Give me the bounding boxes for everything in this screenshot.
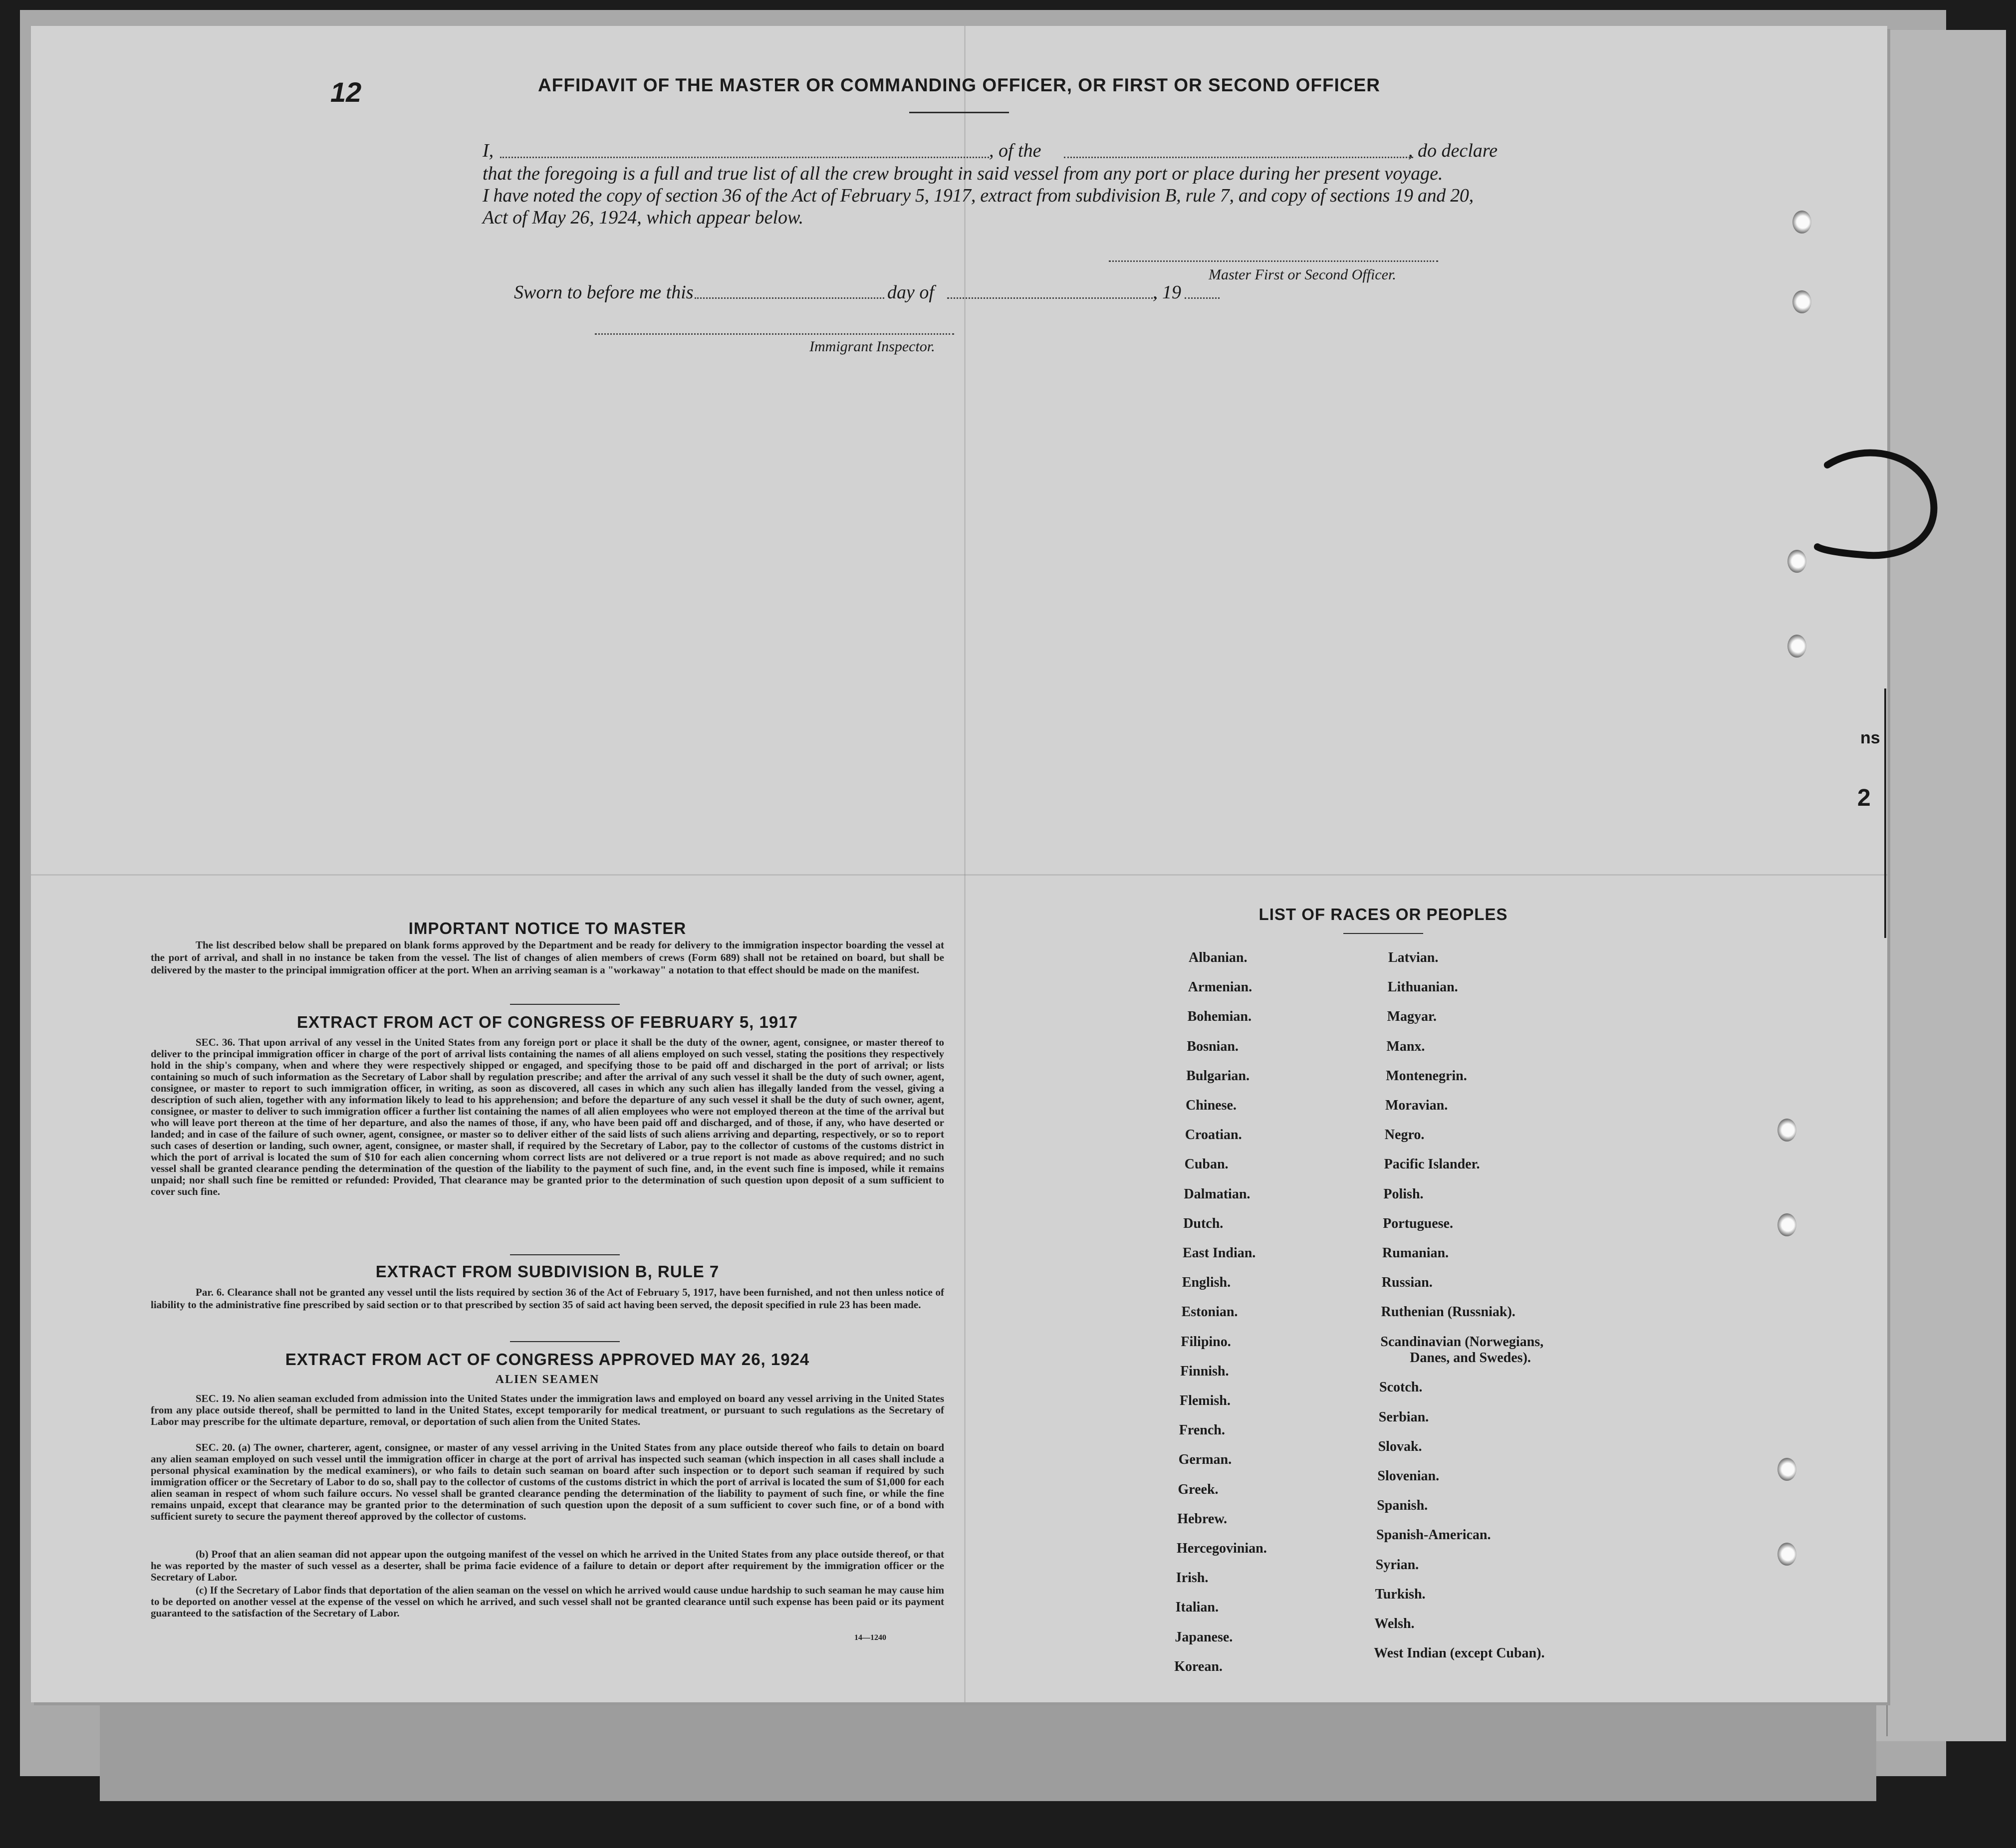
margin-mark-ns: ns: [1860, 728, 1880, 747]
race-item: Irish.: [1176, 1570, 1209, 1586]
punch-hole: [1777, 1543, 1796, 1566]
race-item: Russian.: [1381, 1275, 1433, 1291]
day-of-label: day of: [887, 282, 934, 303]
extract-rule7-body: Par. 6. Clearance shall not be granted any vessel until the lists required by section 36 of the Act of February 5, 1917, have been furnished, and not then unless notice of liability to the administrative fine prescribed by said section or to that prescribed by section 35 of said act having been served, the deposit specified in rule 23 has been made.: [151, 1286, 944, 1311]
race-item: Spanish-American.: [1376, 1527, 1491, 1543]
race-item: Portuguese.: [1383, 1215, 1453, 1231]
officer-signature-field[interactable]: [1109, 260, 1438, 262]
race-item: Lithuanian.: [1387, 979, 1458, 995]
affidavit-line3: I have noted the copy of section 36 of the Act of February 5, 1917, extract from subdivision B, rule 7, and copy of sections 19 and 20,: [483, 185, 1474, 206]
affidavit-title: AFFIDAVIT OF THE MASTER OR COMMANDING OFFICER, OR FIRST OR SECOND OFFICER: [538, 75, 1380, 95]
margin-mark-2: 2: [1857, 785, 1871, 811]
race-item: Scandinavian (Norwegians,: [1380, 1334, 1544, 1350]
race-item: Serbian.: [1378, 1409, 1429, 1425]
inspector-signature-field[interactable]: [595, 333, 954, 335]
races-title: LIST OF RACES OR PEOPLES: [1259, 905, 1508, 924]
section-rule: [510, 1254, 620, 1255]
affidavit-declare: , do declare: [1408, 140, 1498, 161]
extract-1917-body: SEC. 36. That upon arrival of any vessel in the United States from any foreign port or place it shall be the duty of the owner, agent, consignee, or master thereof to deliver to the principal immigration officer in charge of the port of arrival lists containing the names of all aliens employed on such vessel, stating the positions they respectively hold in the ship's company, when and where they were respectively shipped or engaged, and specifying those to be paid off and discharged in the port of arrival; or lists containing so much of such information as the Secretary of Labor shall by regulation prescribe; and after the arrival of any such vessel it shall be the duty of such owner, agent, consignee, or master to report to such immigration officer, in writing, as soon as discovered, all cases in which any such alien has illegally landed from the vessel, giving a description of such alien, together with any information likely to lead to his apprehension; and before the departure of any such vessel it shall be the duty of such owner, agent, consignee, or master to deliver to such immigration officer a further list containing the names of all alien employees who were not employed thereon at the time of the arrival but who will leave port thereon at the time of her departure, and also the names of those, if any, who have been paid off and discharged, and of those, if any, who have deserted or landed; and in case of the failure of such owner, agent, consignee, or master so to deliver either of the said lists of such aliens arriving and departing, respectively, or so to report such cases of desertion or landing, such owner, agent, consignee, or master shall, if required by the Secretary of Labor, pay to the collector of customs of the customs district in which the port of arrival is located the sum of $10 for each alien concerning whom correct lists are not delivered or a true report is not made as above required; and no such vessel shall be granted clearance pending the determination of the question of the liability to the payment of such fine, and, in the event such fine is imposed, while it remains unpaid; nor shall such fine be remitted or refunded: Provided, That clearance may be granted prior to the determination of such question upon deposit of a sum sufficient to cover such fine.: [151, 1036, 944, 1197]
extract-1924-subtitle: ALIEN SEAMEN: [495, 1373, 600, 1386]
punch-hole: [1787, 550, 1806, 573]
handwritten-loop-mark: [1807, 435, 1967, 585]
race-item: Ruthenian (Russniak).: [1381, 1304, 1515, 1320]
sworn-month-field[interactable]: [947, 297, 1157, 299]
race-item: Slovenian.: [1377, 1468, 1440, 1484]
race-item: Armenian.: [1188, 979, 1253, 995]
punch-hole: [1777, 1458, 1796, 1481]
race-item: German.: [1178, 1452, 1232, 1468]
race-item: Italian.: [1175, 1600, 1219, 1616]
race-item: Manx.: [1386, 1038, 1425, 1054]
races-title-rule: [1343, 933, 1423, 934]
officer-signature-label: Master First or Second Officer.: [1209, 266, 1396, 283]
race-item: Japanese.: [1175, 1629, 1233, 1645]
extract-1924-sec20c: (c) If the Secretary of Labor finds that deportation of the alien seaman on the vessel on which he arrived would cause undue hardship to such seaman he may cause him to be deported on another vessel at the expense of the vessel on which he arrived, and such vessel shall not be granted clearance until such expense has been paid or its payment guaranteed to the satisfaction of the Secretary of Labor.: [151, 1584, 944, 1619]
sworn-text: Sworn to before me this: [514, 282, 694, 303]
race-item: Syrian.: [1375, 1557, 1419, 1573]
document-sheet: [31, 26, 1887, 1702]
race-item: Scotch.: [1379, 1380, 1423, 1395]
race-item: Rumanian.: [1382, 1245, 1449, 1261]
year-prefix: , 19: [1153, 282, 1181, 303]
margin-bracket: [1884, 689, 1886, 938]
form-number: 14—1240: [854, 1633, 886, 1642]
race-item: Moravian.: [1385, 1098, 1448, 1113]
race-item: Korean.: [1174, 1658, 1223, 1674]
extract-1924-sec20a: SEC. 20. (a) The owner, charterer, agent, consignee, or master of any vessel arriving in the United States from any place outside thereof who fails to detain on board any alien seaman employed on such vessel until the immigration officer in charge at the port of arrival has inspected such seaman (which inspection in all cases shall include a personal physical examination by the medical examiners), or who fails to detain such seaman on board after such inspection or to deport such seaman if required by such immigration officer or the Secretary of Labor to do so, shall pay to the collector of customs of the customs district in which the port of arrival is located the sum of $1,000 for each alien seaman in respect of whom such failure occurs. No vessel shall be granted clearance pending the determination of the liability to payment of such fine, or while the fine remains unpaid, except that clearance may be granted prior to the determination of such question upon the deposit of a sum sufficient to cover such fine, or of a bond with sufficient surety to secure the payment thereof approved by the collector of customs.: [151, 1441, 944, 1522]
section-rule: [510, 1341, 620, 1342]
fold-crease-vertical: [964, 26, 966, 1702]
vessel-name-field[interactable]: [1064, 157, 1413, 158]
page-number-mark: 12: [330, 76, 362, 108]
race-item: Danes, and Swedes).: [1410, 1350, 1531, 1366]
punch-hole: [1777, 1213, 1796, 1236]
race-item: Dalmatian.: [1184, 1186, 1251, 1202]
race-item: Hebrew.: [1177, 1511, 1227, 1527]
extract-rule7-title: EXTRACT FROM SUBDIVISION B, RULE 7: [375, 1262, 720, 1281]
notice-title: IMPORTANT NOTICE TO MASTER: [408, 919, 687, 937]
affidavit-line2: that the foregoing is a full and true list of all the crew brought in said vessel from any port or place during her present voyage.: [483, 163, 1443, 184]
page-stack-bottom: [100, 1686, 1876, 1801]
punch-hole: [1777, 1119, 1796, 1142]
notice-body: The list described below shall be prepared on blank forms approved by the Department and be ready for delivery to the immigration inspector boarding the vessel at the port of arrival, and shall in no instance be taken from the vessel. The list of changes of alien members of crews (Form 689) shall not be retained on board, but shall be delivered by the master to the principal immigration officer at the port. When an arriving seaman is a "workaway" a notation to that effect should be made on the manifest.: [151, 939, 944, 976]
sworn-year-field[interactable]: [1185, 297, 1220, 299]
race-item: Dutch.: [1183, 1215, 1224, 1231]
extract-1924-sec20b: (b) Proof that an alien seaman did not appear upon the outgoing manifest of the vessel on which he arrived in the United States from any place outside thereof, or that he was reported by the master of such vessel as a deserter, shall be prima facie evidence of a failure to detain or deport after requirement by the immigration officer or the Secretary of Labor.: [151, 1548, 944, 1583]
affidavit-i: I,: [483, 140, 494, 161]
punch-hole: [1792, 211, 1811, 233]
race-item: Croatian.: [1185, 1127, 1242, 1143]
affidavit-line4: Act of May 26, 1924, which appear below.: [483, 207, 804, 228]
race-item: Bohemian.: [1187, 1009, 1252, 1025]
race-item: East Indian.: [1183, 1245, 1256, 1261]
race-item: Chinese.: [1186, 1098, 1237, 1113]
race-item: Turkish.: [1375, 1586, 1426, 1602]
race-item: Spanish.: [1377, 1498, 1428, 1514]
affidavit-of-the: , of the: [989, 140, 1041, 161]
section-rule: [510, 1004, 620, 1005]
race-item: Montenegrin.: [1386, 1068, 1467, 1084]
punch-hole: [1792, 290, 1811, 313]
race-item: Bulgarian.: [1186, 1068, 1250, 1084]
extract-1924-sec19: SEC. 19. No alien seaman excluded from admission into the United States under the immigration laws and employed on board any vessel arriving in the United States from any place outside thereof, shall be permitted to land in the United States, except temporarily for medical treatment, or pursuant to such regulations as the Secretary of Labor may prescribe for the ultimate departure, removal, or deportation of such alien from the United States.: [151, 1392, 944, 1427]
inspector-label: Immigrant Inspector.: [809, 338, 935, 355]
race-item: Filipino.: [1181, 1334, 1231, 1350]
race-item: Pacific Islander.: [1384, 1156, 1480, 1172]
race-item: Slovak.: [1378, 1438, 1422, 1454]
race-item: Magyar.: [1387, 1009, 1437, 1025]
race-item: Albanian.: [1189, 950, 1248, 965]
race-item: French.: [1179, 1422, 1225, 1438]
race-item: Estonian.: [1181, 1304, 1238, 1320]
race-item: Welsh.: [1374, 1616, 1415, 1631]
extract-1924-title: EXTRACT FROM ACT OF CONGRESS APPROVED MAY 26, 1924: [285, 1350, 810, 1369]
race-item: Flemish.: [1180, 1393, 1231, 1408]
race-item: Latvian.: [1388, 950, 1439, 965]
race-item: West Indian (except Cuban).: [1374, 1645, 1545, 1661]
master-name-field[interactable]: [500, 157, 989, 158]
race-item: English.: [1182, 1275, 1231, 1291]
race-item: Bosnian.: [1187, 1038, 1239, 1054]
title-rule: [909, 112, 1009, 113]
race-item: Finnish.: [1180, 1363, 1229, 1379]
race-item: Hercegovinian.: [1177, 1541, 1267, 1556]
race-item: Cuban.: [1184, 1156, 1229, 1172]
sworn-day-field[interactable]: [695, 297, 884, 299]
punch-hole: [1787, 635, 1806, 658]
race-item: Negro.: [1384, 1127, 1425, 1143]
extract-1917-title: EXTRACT FROM ACT OF CONGRESS OF FEBRUARY 5, 1917: [297, 1013, 798, 1031]
fold-crease-horizontal: [31, 874, 1887, 876]
race-item: Greek.: [1178, 1481, 1219, 1497]
race-item: Polish.: [1383, 1186, 1424, 1202]
